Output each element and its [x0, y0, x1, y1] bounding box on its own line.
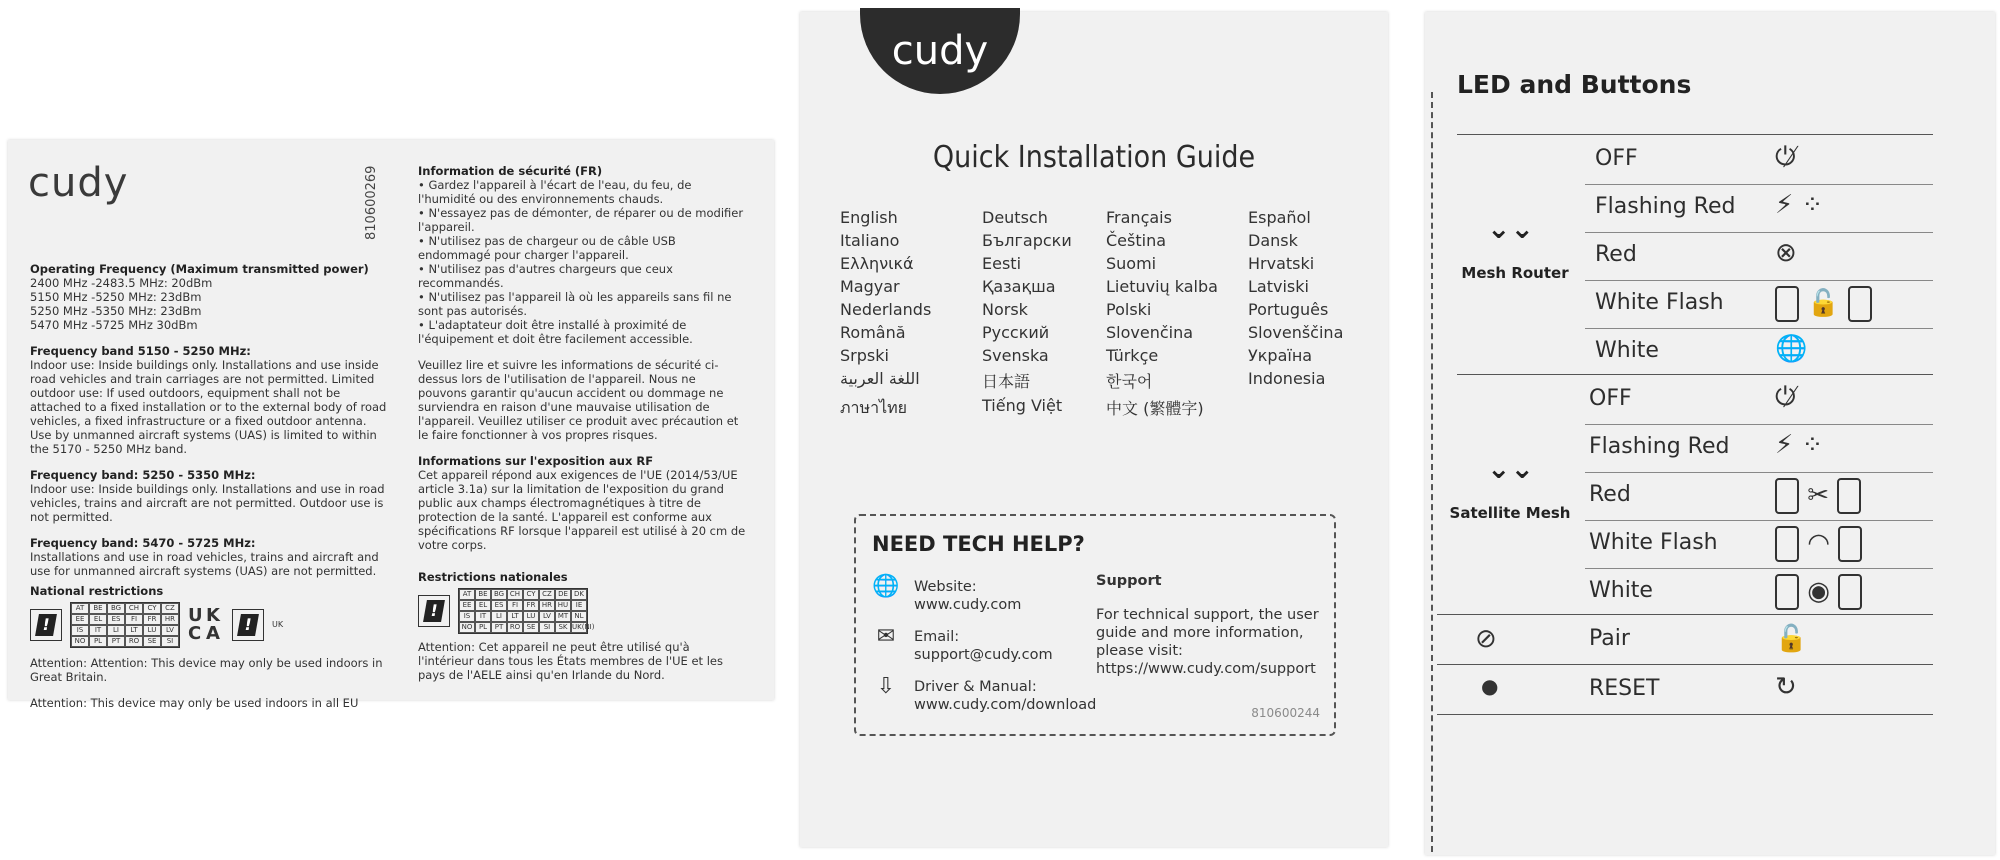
- led-state: OFF: [1595, 146, 1638, 171]
- language-item[interactable]: Português: [1248, 300, 1329, 319]
- download-icon: ⇩: [876, 674, 896, 699]
- language-item[interactable]: 日本語: [982, 372, 1031, 391]
- language-item[interactable]: Română: [840, 323, 906, 342]
- plug-loading-icon: ⚡ ⁘: [1775, 190, 1824, 220]
- row-line: [1585, 184, 1933, 185]
- warning-icon: !: [418, 595, 450, 627]
- language-item[interactable]: Indonesia: [1248, 369, 1326, 388]
- led-state: OFF: [1589, 386, 1632, 411]
- uk-label: UK: [272, 620, 284, 629]
- email-link[interactable]: support@cudy.com: [914, 647, 1053, 663]
- language-item[interactable]: Eesti: [982, 254, 1022, 273]
- safety-item: • N'utilisez pas l'appareil là où les appareils sans fil ne sont pas autorisés.: [418, 290, 732, 318]
- safety-item: • N'utilisez pas de chargeur ou de câble USB endommagé pour charger l'appareil.: [418, 234, 676, 262]
- op-line: 5250 MHz -5350 MHz: 23dBm: [30, 304, 202, 318]
- row-line: [1585, 424, 1933, 425]
- ukca-mark-icon: U K C A: [188, 605, 220, 644]
- led-state: Flashing Red: [1589, 434, 1730, 459]
- pair-label: Pair: [1589, 626, 1630, 651]
- safety-heading: Information de sécurité (FR): [418, 164, 603, 178]
- chevron-down-icon: ⌄⌄: [1487, 212, 1534, 245]
- led-state: White Flash: [1595, 290, 1724, 315]
- email-row[interactable]: [872, 624, 1053, 664]
- row-line: [1585, 328, 1933, 329]
- divider: [1437, 714, 1933, 715]
- language-item[interactable]: Slovenščina: [1248, 323, 1344, 342]
- reset-icon: ↻: [1775, 672, 1797, 702]
- language-item[interactable]: Ελληνικά: [840, 254, 914, 273]
- language-item[interactable]: Lietuvių kalba: [1106, 277, 1218, 296]
- language-item[interactable]: Italiano: [840, 231, 900, 250]
- row-line: [1585, 472, 1933, 473]
- row-line: [1585, 232, 1933, 233]
- language-item[interactable]: Svenska: [982, 346, 1049, 365]
- globe-crossed-icon: ⊗: [1775, 238, 1797, 268]
- language-item[interactable]: Norsk: [982, 300, 1028, 319]
- restriction-marks-fr: [418, 588, 748, 634]
- language-item[interactable]: 中文 (繁體字): [1106, 399, 1204, 418]
- fold-line: [1431, 92, 1433, 852]
- band1-heading: Frequency band 5150 - 5250 MHz:: [30, 344, 251, 358]
- language-item[interactable]: Hrvatski: [1248, 254, 1315, 273]
- serial-number: 810600269: [364, 165, 379, 240]
- led-state: Red: [1589, 482, 1631, 507]
- globe-icon: 🌐: [872, 574, 900, 599]
- envelope-icon: ✉: [876, 624, 896, 649]
- wifi-weak-icon: ◠: [1775, 526, 1862, 562]
- power-off-icon: ⏻̸: [1775, 382, 1796, 412]
- led-buttons-title: LED and Buttons: [1457, 70, 1692, 99]
- rf-text: Cet appareil répond aux exigences de l'UE (2014/53/UE article 3.1a) sur la limitation de l'exposition du grand public aux champs électromagnétiques à titre de protection de la santé. L'appareil est conforme aux spécifications RF lorsque l'appareil est utilisé à 20 cm de votre corps.: [418, 468, 746, 552]
- support-heading: Support: [1096, 573, 1162, 589]
- divider: [1437, 614, 1933, 615]
- satellite-mesh-label: Satellite Mesh: [1449, 504, 1571, 522]
- band2-heading: Frequency band: 5250 - 5350 MHz:: [30, 468, 256, 482]
- reset-dot-icon: ●: [1481, 674, 1499, 698]
- led-state: White Flash: [1589, 530, 1718, 555]
- language-item[interactable]: Srpski: [840, 346, 889, 365]
- language-item[interactable]: اللغة العربية: [840, 369, 920, 388]
- divider: [1457, 374, 1933, 375]
- band2-text: Indoor use: Inside buildings only. Installations and use in road vehicles, trains and aircraft are not permitted. Outdoor use is not permitted.: [30, 482, 385, 524]
- operating-frequency-heading: Operating Frequency (Maximum transmitted power): [30, 262, 369, 276]
- driver-label: Driver & Manual:: [914, 679, 1037, 695]
- divider: [1437, 664, 1933, 665]
- led-state: White: [1595, 338, 1659, 363]
- pair-link-icon: ⊘: [1475, 624, 1497, 654]
- quick-installation-guide: [800, 12, 1388, 847]
- device-unlock-icon: 🔓: [1775, 286, 1872, 322]
- language-item[interactable]: Dansk: [1248, 231, 1298, 250]
- language-item[interactable]: Polski: [1106, 300, 1152, 319]
- email-label: Email:: [914, 629, 960, 645]
- driver-row[interactable]: [872, 674, 1097, 714]
- op-line: 5150 MHz -5250 MHz: 23dBm: [30, 290, 202, 304]
- divider: [1457, 134, 1933, 135]
- language-list: [840, 208, 1378, 421]
- led-buttons-sheet: [1425, 12, 1995, 855]
- led-state: Red: [1595, 242, 1637, 267]
- language-item[interactable]: Suomi: [1106, 254, 1157, 273]
- safety-item: • N'utilisez pas d'autres chargeurs que ceux recommandés.: [418, 262, 673, 290]
- website-row[interactable]: [872, 574, 1022, 614]
- language-item[interactable]: Қазақша: [982, 277, 1056, 296]
- regulatory-column-fr: [418, 164, 748, 682]
- reset-label: RESET: [1589, 676, 1660, 701]
- language-item[interactable]: Español: [1248, 208, 1311, 227]
- language-item[interactable]: Slovenčina: [1106, 323, 1194, 342]
- wifi-icon: ◉: [1775, 574, 1862, 610]
- band3-heading: Frequency band: 5470 - 5725 MHz:: [30, 536, 256, 550]
- attention-uk: Attention: Attention: This device may only be used indoors in Great Britain.: [30, 656, 383, 684]
- national-restrictions-heading: National restrictions: [30, 584, 164, 598]
- driver-link[interactable]: www.cudy.com/download: [914, 697, 1097, 713]
- warning-icon: !: [232, 609, 264, 641]
- attention-eu: Attention: This device may only be used indoors in all EU: [30, 696, 359, 710]
- mesh-router-label: Mesh Router: [1461, 264, 1569, 282]
- language-item[interactable]: Čeština: [1106, 231, 1167, 250]
- website-link[interactable]: www.cudy.com: [914, 597, 1022, 613]
- language-item[interactable]: Nederlands: [840, 300, 932, 319]
- rf-heading: Informations sur l'exposition aux RF: [418, 454, 654, 468]
- language-item[interactable]: 한국어: [1106, 372, 1153, 391]
- safety-item: • L'adaptateur doit être installé à proximité de l'équipement et doit être facilement accessible.: [418, 318, 693, 346]
- cudy-logo: cudy: [28, 160, 129, 206]
- band3-text: Installations and use in road vehicles, trains and aircraft and use for unmanned aircraft systems (UAS) are not permitted.: [30, 550, 379, 578]
- restriction-marks: [30, 602, 390, 648]
- language-item[interactable]: ภาษาไทย: [840, 398, 908, 417]
- restrictions-heading-fr: Restrictions nationales: [418, 570, 568, 584]
- language-item[interactable]: Türkçe: [1106, 346, 1159, 365]
- op-line: 5470 MHz -5725 MHz 30dBm: [30, 318, 198, 332]
- country-code-grid: AT BE BG CH CY CZ DE DK EE EL ES FI FR HR HU IE IS IT LI LT LU LV MT NL NO PL PT RO SE SI SK UK(NI): [458, 588, 588, 634]
- attention-fr: Attention: Cet appareil ne peut être utilisé qu'à l'intérieur dans tous les États membres de l'UE et les pays de l'AELE ainsi qu'en Irlande du Nord.: [418, 640, 723, 682]
- row-line: [1585, 520, 1933, 521]
- regulatory-leaflet: [8, 140, 774, 710]
- language-item[interactable]: Русский: [982, 323, 1050, 342]
- tech-help-title: NEED TECH HELP?: [872, 532, 1085, 556]
- support-text: For technical support, the user guide and more information, please visit: https://www.cudy.com/support: [1096, 607, 1319, 677]
- safety-item: • Gardez l'appareil à l'écart de l'eau, du feu, de l'humidité ou des environnements chauds.: [418, 178, 692, 206]
- warning-icon: !: [30, 609, 62, 641]
- language-item[interactable]: Deutsch: [982, 208, 1048, 227]
- language-item[interactable]: Български: [982, 231, 1072, 250]
- language-item[interactable]: Latviski: [1248, 277, 1309, 296]
- band1-text: Indoor use: Inside buildings only. Installations and use inside road vehicles and train carriages are not permitted. Limited outdoor use: If used outdoors, equipment shall not be attached to a fixed installation or to the external body of road vehicles, a fixed infrastructure or a fixed outdoor antenna. Use by unmanned aircraft systems (UAS) is limited to within the 5170 - 5250 MHz band.: [30, 358, 387, 456]
- language-item[interactable]: English: [840, 208, 898, 227]
- guide-code: 810600244: [1251, 706, 1320, 720]
- op-line: 2400 MHz -2483.5 MHz: 20dBm: [30, 276, 213, 290]
- country-code-grid: AT BE BG CH CY CZ EE EL ES FI FR HR IS IT LI LT LU LV NO PL PT RO SE SI: [70, 602, 180, 648]
- led-state: White: [1589, 578, 1653, 603]
- language-item[interactable]: Magyar: [840, 277, 900, 296]
- regulatory-column-en: [30, 252, 390, 710]
- tech-help-box: [854, 514, 1336, 736]
- guide-title: Quick Installation Guide: [932, 140, 1256, 175]
- plug-loading-icon: ⚡ ⁘: [1775, 430, 1824, 460]
- support-block: [1096, 572, 1321, 678]
- globe-icon: 🌐: [1775, 334, 1808, 364]
- cudy-logo-badge: cudy: [860, 8, 1020, 94]
- chevron-down-icon: ⌄⌄: [1487, 452, 1534, 485]
- led-state: Flashing Red: [1595, 194, 1736, 219]
- power-off-icon: ⏻̸: [1775, 142, 1796, 172]
- link-broken-icon: ✂: [1775, 478, 1861, 514]
- safety-note: Veuillez lire et suivre les informations de sécurité ci-dessus lors de l'utilisation de l'appareil. Nous ne pouvons garantir qu'aucun accident ou dommage ne surviendra en raison d'une mauvaise utilisation de l'appareil. Veuillez utiliser ce produit avec précaution et le faire fonctionner à vos propres risques.: [418, 358, 739, 442]
- language-item[interactable]: Français: [1106, 208, 1172, 227]
- website-label: Website:: [914, 579, 977, 595]
- row-line: [1585, 280, 1933, 281]
- safety-item: • N'essayez pas de démonter, de réparer ou de modifier l'appareil.: [418, 206, 744, 234]
- language-item[interactable]: Україна: [1248, 346, 1313, 365]
- language-item[interactable]: Tiếng Việt: [982, 396, 1063, 415]
- unlock-icon: 🔓: [1775, 624, 1808, 654]
- row-line: [1585, 568, 1933, 569]
